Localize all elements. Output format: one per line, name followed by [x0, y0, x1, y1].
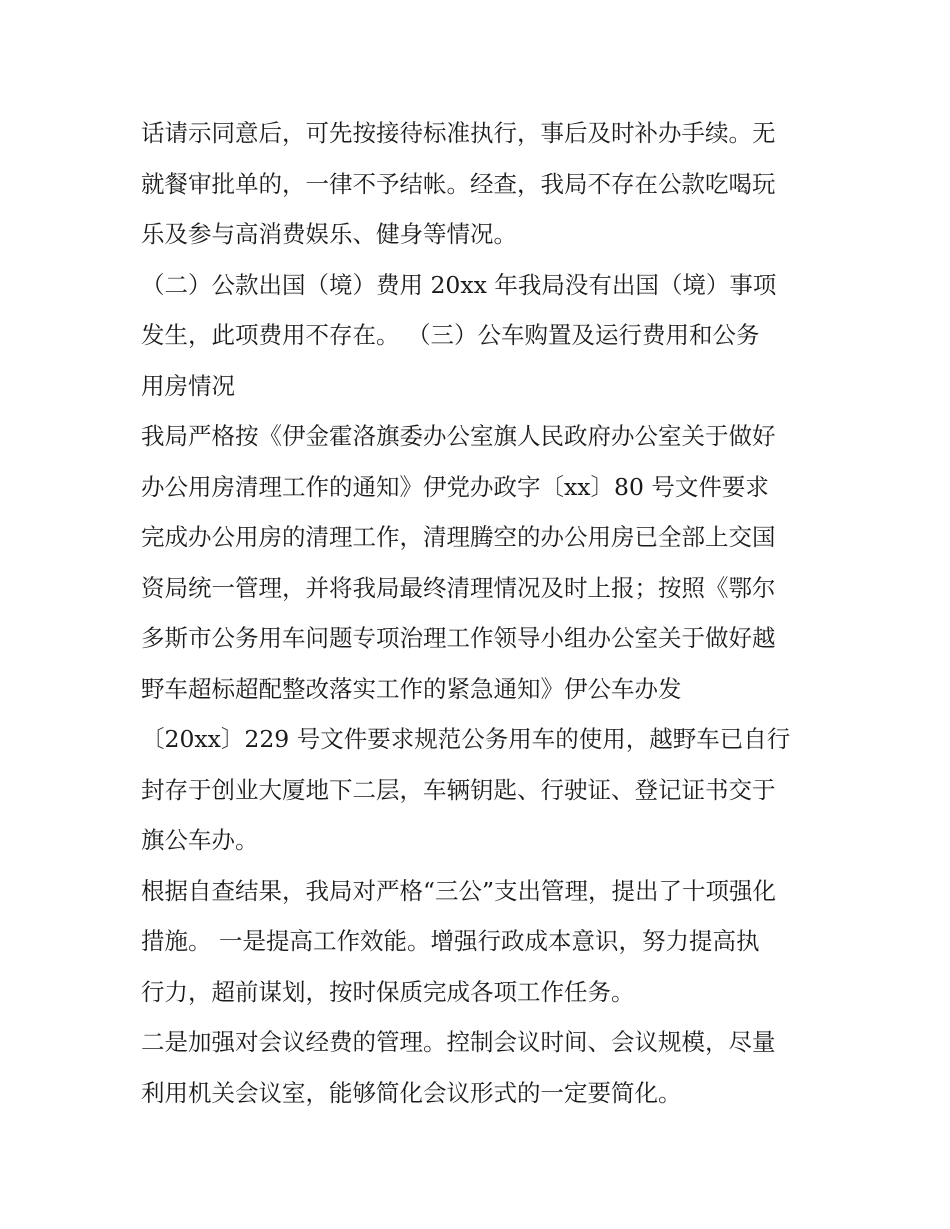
text-line-6: 用房情况 [141, 371, 235, 400]
document-body [141, 108, 821, 1118]
text-line-20: 利用机关会议室，能够简化会议形式的一定要简化。 [141, 1078, 682, 1107]
text-line-15: 旗公车办。 [141, 826, 259, 854]
text-line-5: 发生，此项费用不存在。 （三）公车购置及运行费用和公务 [141, 321, 760, 349]
text-line-12: 野车超标超配整改落实工作的紧急通知》伊公车办发 [141, 674, 682, 703]
text-line-8: 办公用房清理工作的通知》伊党办政字〔xx〕80 号文件要求 [141, 472, 769, 501]
text-line-3: 乐及参与高消费娱乐、健身等情况。 [141, 220, 517, 248]
text-line-11: 多斯市公务用车问题专项治理工作领导小组办公室关于做好越 [141, 624, 776, 652]
text-line-16: 根据自查结果，我局对严格“三公”支出管理，提出了十项强化 [141, 876, 777, 905]
text-line-13: 〔20xx〕229 号文件要求规范公务用车的使用，越野车已自行 [141, 725, 791, 753]
text-line-14: 封存于创业大厦地下二层，车辆钥匙、行驶证、登记证书交于 [141, 775, 776, 804]
text-line-4: （二）公款出国（境）费用 20xx 年我局没有出国（境）事项 [141, 270, 777, 299]
text-line-2: 就餐审批单的，一律不予结帐。经查，我局不存在公款吃喝玩 [141, 169, 776, 198]
text-line-18: 行力，超前谋划，按时保质完成各项工作任务。 [141, 977, 635, 1006]
text-line-7: 我局严格按《伊金霍洛旗委办公室旗人民政府办公室关于做好 [141, 422, 776, 450]
text-line-1: 话请示同意后，可先按接待标准执行，事后及时补办手续。无 [141, 119, 776, 147]
text-line-17: 措施。 一是提高工作效能。增强行政成本意识，努力提高执 [141, 927, 760, 955]
text-line-10: 资局统一管理，并将我局最终清理情况及时上报；按照《鄂尔 [141, 573, 776, 602]
text-line-9: 完成办公用房的清理工作，清理腾空的办公用房已全部上交国 [141, 523, 776, 551]
text-line-19: 二是加强对会议经费的管理。控制会议时间、会议规模，尽量 [141, 1028, 776, 1056]
